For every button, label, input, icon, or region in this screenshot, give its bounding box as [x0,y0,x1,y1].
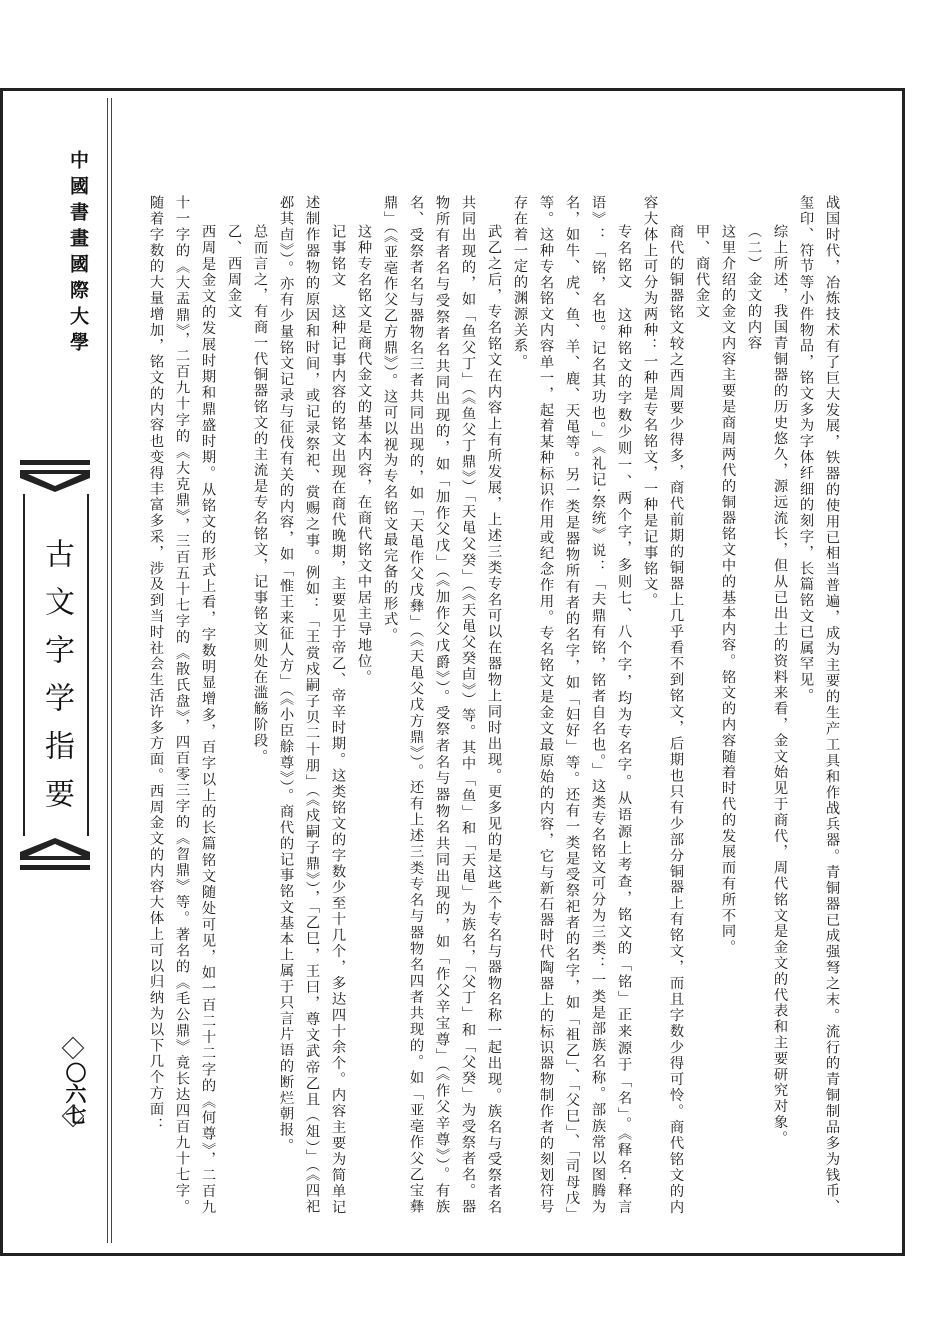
margin-divider-line [111,98,112,1243]
margin-divider-line [107,98,108,1243]
main-text-body [148,195,845,1215]
section-heading: （二）金文的内容 [746,223,762,351]
frame-right-border [902,88,905,1256]
paragraph: 商代的铜器铭文较之西周要少得多，商代前期的铜器上几乎看不到铭文，后期也只有少部分铜器上有铭文，而且字数少得可怜。商代铭文的内容大体上可分为两种：一种是专名铭文，一种是记事铭文。 [642,195,684,1215]
paragraph: 专名铭文 这种铭文的字数少则一、两个字，多则七、八个字，均为专名字。从语源上考查，铭文的「铭」正来源于「名」。《释名·释言语》：「铭，名也。记名其功也。」《礼记·祭统》说：「夫鼎有铭，铭者自名也。」这类专名铭文可分为三类：一类是部族名称。部族常以图腾为名，如牛、虎、鱼、羊、鹿、天黾等。另一类是器物所有者的名字，如「妇好」等。还有一类是受祭祀者的名字，如「祖乙」、「父巳」、「司母戊」等。这种专名铭文内容单一，起着某种标识作用或纪念作用。专名铭文是金文最原始的内容，它与新石器时代陶器上的标识器物制作者的刻划符号存在着一定的渊源关系。 [512,195,632,1215]
title-cap-ornament-bottom [20,836,90,870]
frame-top-border [0,88,905,91]
paragraph: 综上所述，我国青铜器的历史悠久，源远流长，但从已出土的资料来看，金文始见于商代，周代铭文是金文的代表和主要研究对象。 [772,223,788,1146]
paragraph: 总而言之，有商一代铜器铭文的主流是专名铭文，记事铭文则处在滥觞阶段。 [252,223,268,765]
paragraph: 这里介绍的金文内容主要是商周两代的铜器铭文中的基本内容。铭文的内容随着时代的发展而有所不同。 [720,223,736,955]
book-title-box [20,460,90,870]
subsection-heading: 甲、商代金文 [694,223,710,319]
page-number: 〇六七 [63,1062,87,1125]
book-title: 古文字学指要 [39,538,74,826]
paragraph: 这种专名铭文是商代金文的基本内容，在商代铭文中居主导地位。 [356,223,372,685]
diamond-ornament-icon [62,1037,85,1060]
paragraph: 记事铭文 这种记事内容的铭文出现在商代晚期，主要见于帝乙、帝辛时期。这类铭文的字数少至十几个，多达四十余个。内容主要为简单记述制作器物的原因和时间，或记录祭祀、赏赐之事。例如：「王赏戍嗣子贝二十朋」（《戍嗣子鼎》），「乙巳，王曰，尊文武帝乙且（俎）」（《四祀邲其卣》）。亦有少量铭文记录与征伐有关的内容，如「惟王来征人方」（《小臣艅尊》）。商代的记事铭文基本上属于只言片语的断烂朝报。 [278,195,346,1215]
paragraph: 战国时代，冶炼技术有了巨大发展，铁器的使用已相当普遍，成为主要的生产工具和作战兵器。青铜器已成强弩之末。流行的青铜制品多为钱币、玺印、符节等小件物品，铭文多为字体纤细的刻字，长篇铭文已属罕见。 [798,195,840,1215]
subsection-heading: 乙、西周金文 [226,223,242,319]
university-name: 中國書畫國際大學 [67,150,89,358]
paragraph: 武乙之后，专名铭文在内容上有所发展，上述三类专名可以在器物上同时出现。更多见的是这些个专名与器物名称一起出现。族名与受祭者名共同出现的，如「鱼父丁」（《鱼父丁鼎》）「天黾父癸」（《天黾父癸卣》）等。其中「鱼」和「天黾」为族名，「父丁」和「父癸」为受祭者名。器物所有者名与受祭者名共同出现的，如「加作父戊」（《加作父戊爵》）。受祭者名与器物名共同出现的，如「作父辛宝尊」（《作父辛尊》）。有族名、受祭者名与器物名三者共同出现的，如「天黾作父戊彝」（《天黾父戊方鼎》）。还有上述三类专名与器物名四者共现的。如「亚亳作父乙宝彝鼎」（《亚亳作父乙方鼎》）。这可以视为专名铭文最完备的形式。 [382,195,502,1215]
frame-bottom-border [0,1253,905,1256]
frame-left-border [0,88,3,1256]
paragraph: 西周是金文的发展时期和鼎盛时期。从铭文的形式上看，字数明显增多，百字以上的长篇铭文随处可见，如一百二十二字的《何尊》，二百九十一字的《大盂鼎》，二百九十字的《大克鼎》，三百五十七字的《散氏盘》，四百零三字的《曶鼎》等。著名的《毛公鼎》竟长达四百九十七字。随着字数的大量增加，铭文的内容也变得丰富多采，涉及到当时社会生活许多方面。西周金文的内容大体上可以归纳为以下几个方面： [148,195,216,1215]
title-cap-ornament-top [20,460,90,494]
